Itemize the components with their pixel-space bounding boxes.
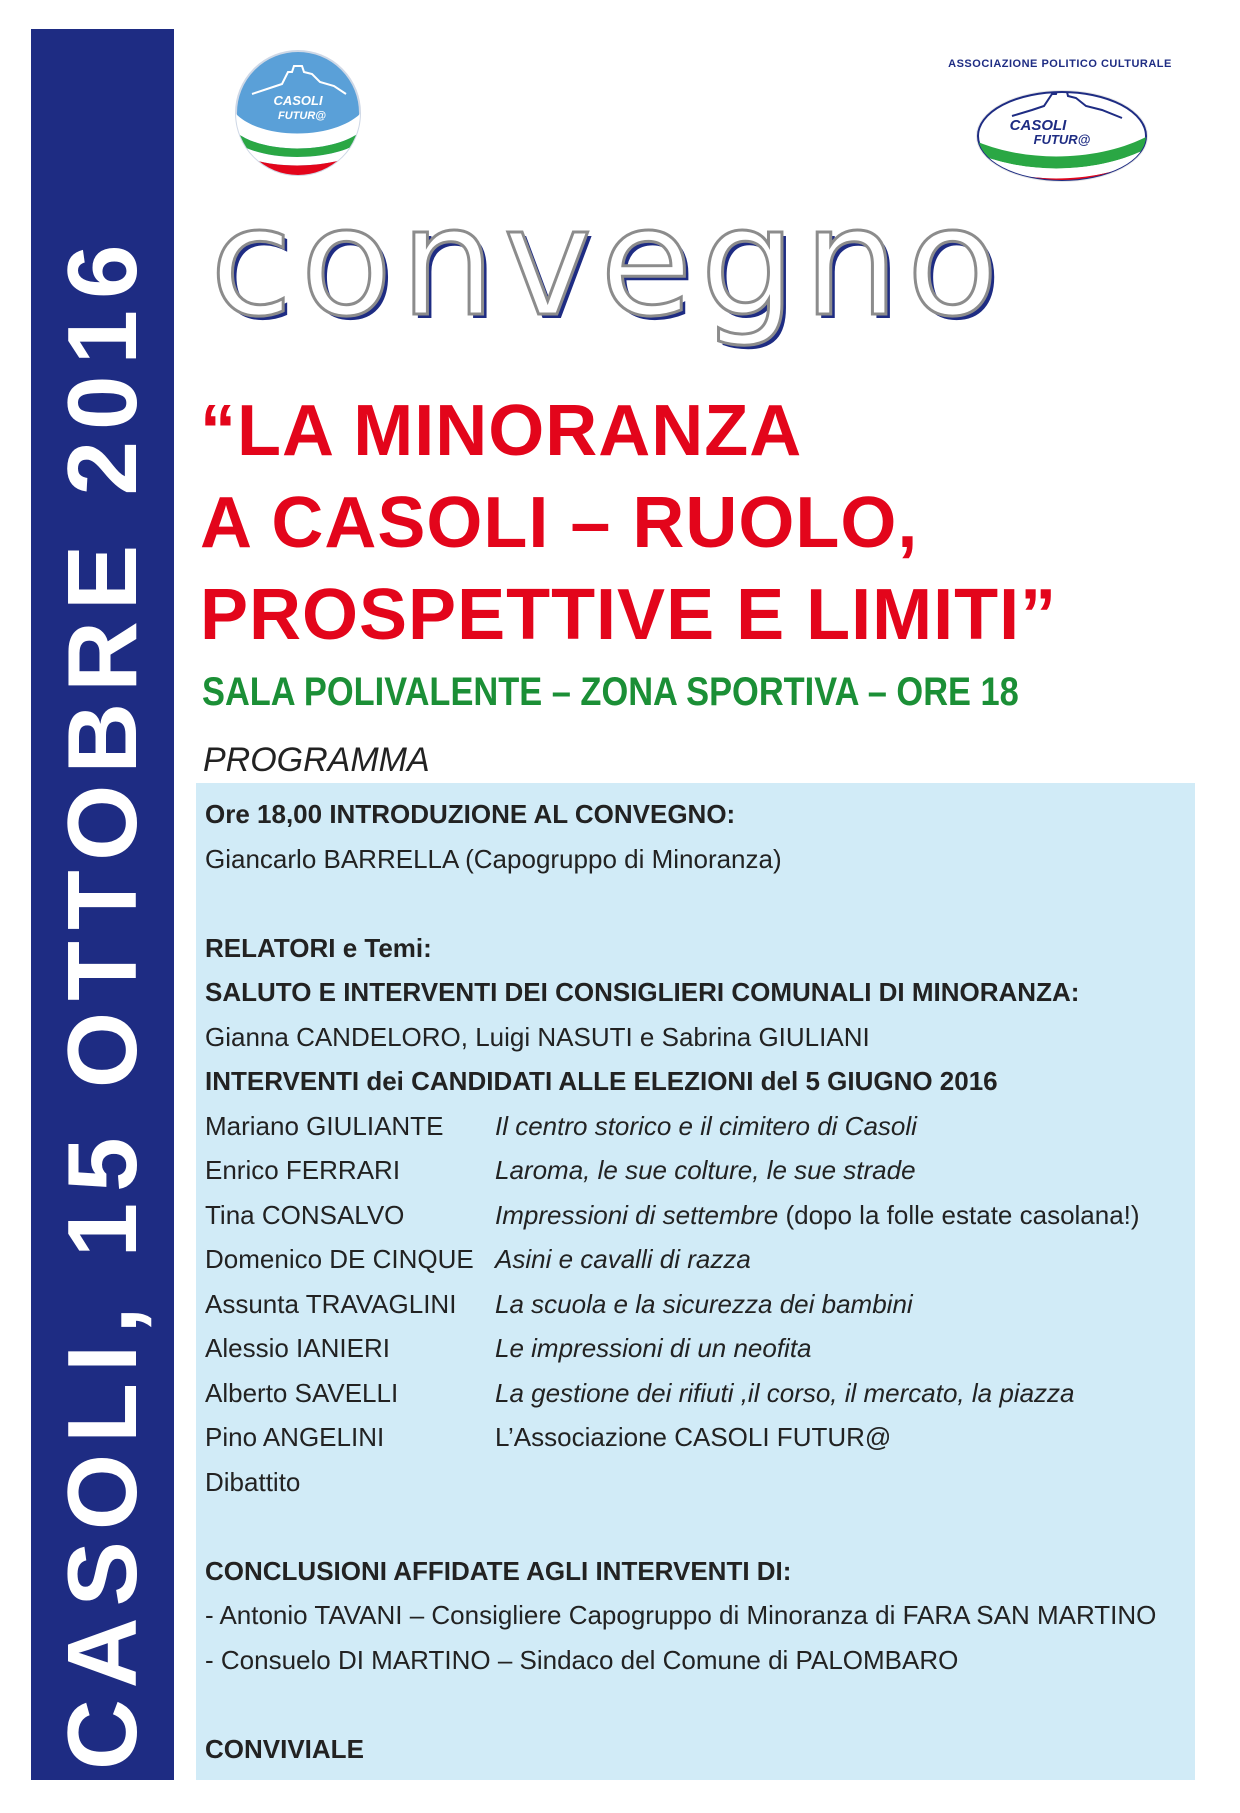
program-list <box>205 792 1195 1771</box>
speaker-name: Alessio IANIERI <box>205 1333 390 1363</box>
venue-time: SALA POLIVALENTE – ZONA SPORTIVA – ORE 18 <box>202 670 1019 714</box>
speaker-topic: L’Associazione CASOLI FUTUR@ <box>495 1422 892 1452</box>
speaker-name: Tina CONSALVO <box>205 1199 405 1230</box>
speaker-row <box>205 1193 1195 1238</box>
event-title-line: PROSPETTIVE E LIMITI” <box>200 575 1058 655</box>
heading-convegno: convegno <box>210 176 1007 350</box>
speaker-topic: La gestione dei rifiuti ,il corso, il mercato, la piazza <box>495 1377 1075 1408</box>
conviviale: CONVIVIALE <box>205 1733 364 1764</box>
speaker-name: Enrico FERRARI <box>205 1155 401 1185</box>
speaker-topic: Asini e cavalli di razza <box>495 1244 751 1274</box>
speaker-name: Domenico DE CINQUE <box>205 1244 474 1274</box>
logo-right-line1: CASOLI <box>1009 117 1067 134</box>
speaker-topic: La scuola e la sicurezza dei bambini <box>495 1288 913 1319</box>
event-title-line: “LA MINORANZA <box>200 391 803 471</box>
conclusione-item: - Antonio TAVANI – Consigliere Capogruppo di Minoranza di FARA SAN MARTINO <box>205 1600 1157 1630</box>
association-label: ASSOCIAZIONE POLITICO CULTURALE <box>948 58 1172 70</box>
speaker-name: Assunta TRAVAGLINI <box>205 1288 457 1319</box>
conclusione-item: - Consuelo DI MARTINO – Sindaco del Comune di PALOMBARO <box>205 1644 959 1675</box>
intro-speaker: Giancarlo BARRELLA (Capogruppo di Minoranza) <box>205 843 782 874</box>
event-title <box>200 385 1200 661</box>
speaker-topic: Il centro storico e il cimitero di Casoli <box>495 1110 917 1141</box>
side-banner-text: CASOLI, 15 OTTOBRE 2016 <box>47 233 157 1770</box>
intro-heading: Ore 18,00 INTRODUZIONE AL CONVEGNO: <box>205 799 736 829</box>
conclusioni-heading: CONCLUSIONI AFFIDATE AGLI INTERVENTI DI: <box>205 1555 792 1586</box>
speaker-row <box>205 1415 1195 1460</box>
logo-left-line1: CASOLI <box>273 93 323 108</box>
speaker-row <box>205 1148 1195 1193</box>
speaker-row <box>205 1237 1195 1282</box>
saluto-heading: SALUTO E INTERVENTI DEI CONSIGLIERI COMUNALI DI MINORANZA: <box>205 977 1080 1007</box>
speaker-row <box>205 1282 1195 1327</box>
speaker-name: Alberto SAVELLI <box>205 1377 399 1408</box>
logo-right-line2: FUTUR@ <box>1033 132 1091 147</box>
speaker-topic: Impressioni di settembre <box>495 1199 779 1230</box>
speaker-name: Mariano GIULIANTE <box>205 1110 444 1141</box>
speaker-row <box>205 1104 1195 1149</box>
casoli-futura-logo-round <box>222 48 374 178</box>
speaker-name: Pino ANGELINI <box>205 1422 385 1452</box>
programma-label: PROGRAMMA <box>203 741 430 779</box>
consiglieri-list: Gianna CANDELORO, Luigi NASUTI e Sabrina GIULIANI <box>205 1021 870 1052</box>
speaker-row <box>205 1326 1195 1371</box>
relatori-heading: RELATORI e Temi: <box>205 932 432 963</box>
speaker-topic-note: (dopo la folle estate casolana!) <box>778 1199 1140 1230</box>
speaker-topic: Laroma, le sue colture, le sue strade <box>495 1155 916 1185</box>
logo-left-line2: FUTUR@ <box>278 110 326 122</box>
candidati-heading: INTERVENTI dei CANDIDATI ALLE ELEZIONI del 5 GIUGNO 2016 <box>205 1066 998 1096</box>
dibattito: Dibattito <box>205 1466 301 1497</box>
speaker-row <box>205 1371 1195 1416</box>
speaker-topic: Le impressioni di un neofita <box>495 1333 812 1363</box>
event-title-line: A CASOLI – RUOLO, <box>200 483 919 563</box>
casoli-futura-logo-oval <box>972 78 1152 186</box>
